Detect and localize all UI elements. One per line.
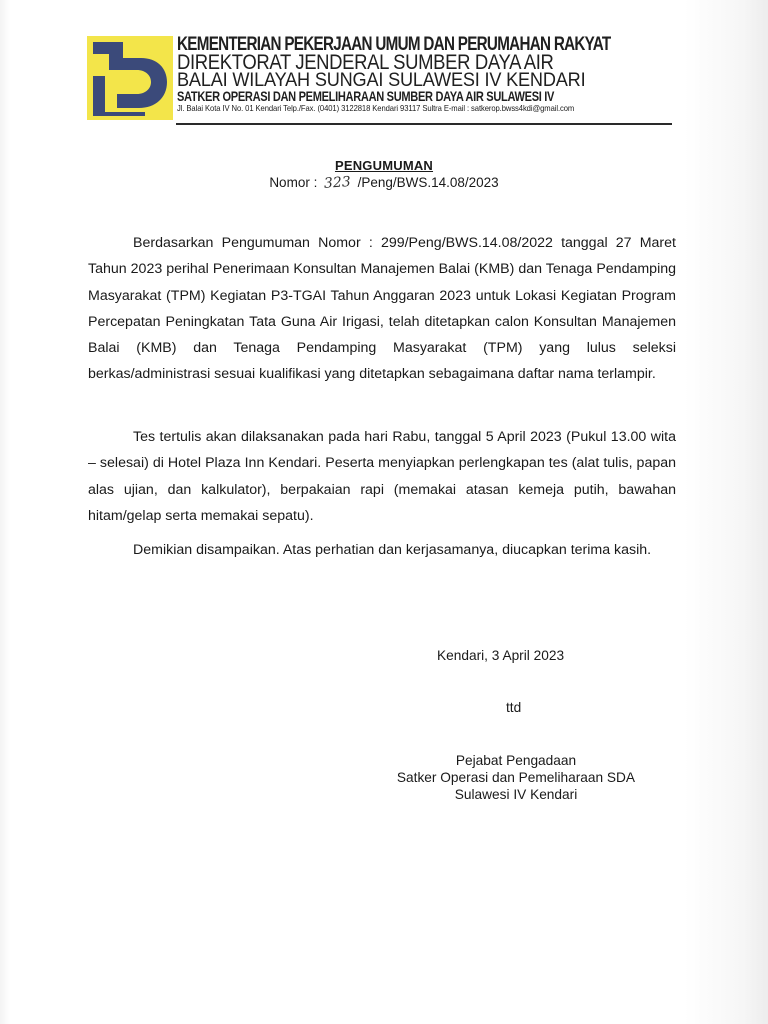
- paragraph-2: [88, 424, 676, 529]
- letterhead-text: [177, 35, 673, 113]
- letterhead-divider: [176, 123, 672, 125]
- place-date: Kendari, 3 April 2023: [437, 648, 565, 663]
- office-name: BALAI WILAYAH SUNGAI SULAWESI IV KENDARI: [177, 69, 586, 91]
- pupr-logo-icon: [87, 36, 173, 120]
- signature-mark: ttd: [506, 700, 522, 715]
- directorate-name: DIREKTORAT JENDERAL SUMBER DAYA AIR: [177, 51, 554, 74]
- signatory-title: Pejabat Pengadaan: [455, 753, 577, 768]
- unit-name: SATKER OPERASI DAN PEMELIHARAAN SUMBER DAYA AIR SULAWESI IV: [177, 88, 555, 104]
- paragraph-1-text: Berdasarkan Pengumuman Nomor : 299/Peng/BWS.14.08/2022 tanggal 27 Maret Tahun 2023 perihal Penerimaan Konsultan Manajemen Balai (KMB) dan Tenaga Pendamping Masyarakat (TPM) Kegiatan P3-TGAI Tahun Anggaran 2023 untuk Lokasi Kegiatan Program Percepatan Peningkatan Tata Guna Air Irigasi, telah ditetapkan calon Konsultan Manajemen Balai (KMB) dan Tenaga Pendamping Masyarakat (TPM) yang lulus seleksi berkas/administrasi sesuai kualifikasi yang ditetapkan sebagaimana daftar nama terlampir.: [88, 235, 676, 383]
- letterhead: [87, 33, 673, 126]
- paragraph-2-text: Tes tertulis akan dilaksanakan pada hari Rabu, tanggal 5 April 2023 (Pukul 13.00 wita – selesai) di Hotel Plaza Inn Kendari. Peserta menyiapkan perlengkapan tes (alat tulis, papan alas ujian, dan kalkulator), berpakaian rapi (memakai atasan kemeja putih, bawahan hitam/gelap serta memakai sepatu).: [88, 429, 676, 524]
- office-address: Jl. Balai Kota IV No. 01 Kendari Telp./Fax. (0401) 3122818 Kendari 93117 Sultra E-mail : satkerop.bwss4kdi@gmail.com: [177, 103, 575, 113]
- number-suffix: /Peng/BWS.14.08/2023: [353, 175, 499, 190]
- signatory-block: [386, 752, 646, 803]
- paragraph-3: [88, 537, 676, 563]
- number-prefix: Nomor :: [269, 175, 322, 190]
- signatory-unit: Satker Operasi dan Pemeliharaan SDA: [396, 770, 636, 785]
- ministry-name: KEMENTERIAN PEKERJAAN UMUM DAN PERUMAHAN RAKYAT: [177, 33, 611, 55]
- announcement-title: PENGUMUMAN: [334, 158, 434, 173]
- paragraph-1: [88, 230, 676, 388]
- paragraph-3-text: Demikian disampaikan. Atas perhatian dan kerjasamanya, diucapkan terima kasih.: [133, 542, 652, 558]
- handwritten-number: 323: [323, 174, 352, 192]
- announcement-number: [0, 175, 768, 191]
- signatory-region: Sulawesi IV Kendari: [454, 787, 578, 802]
